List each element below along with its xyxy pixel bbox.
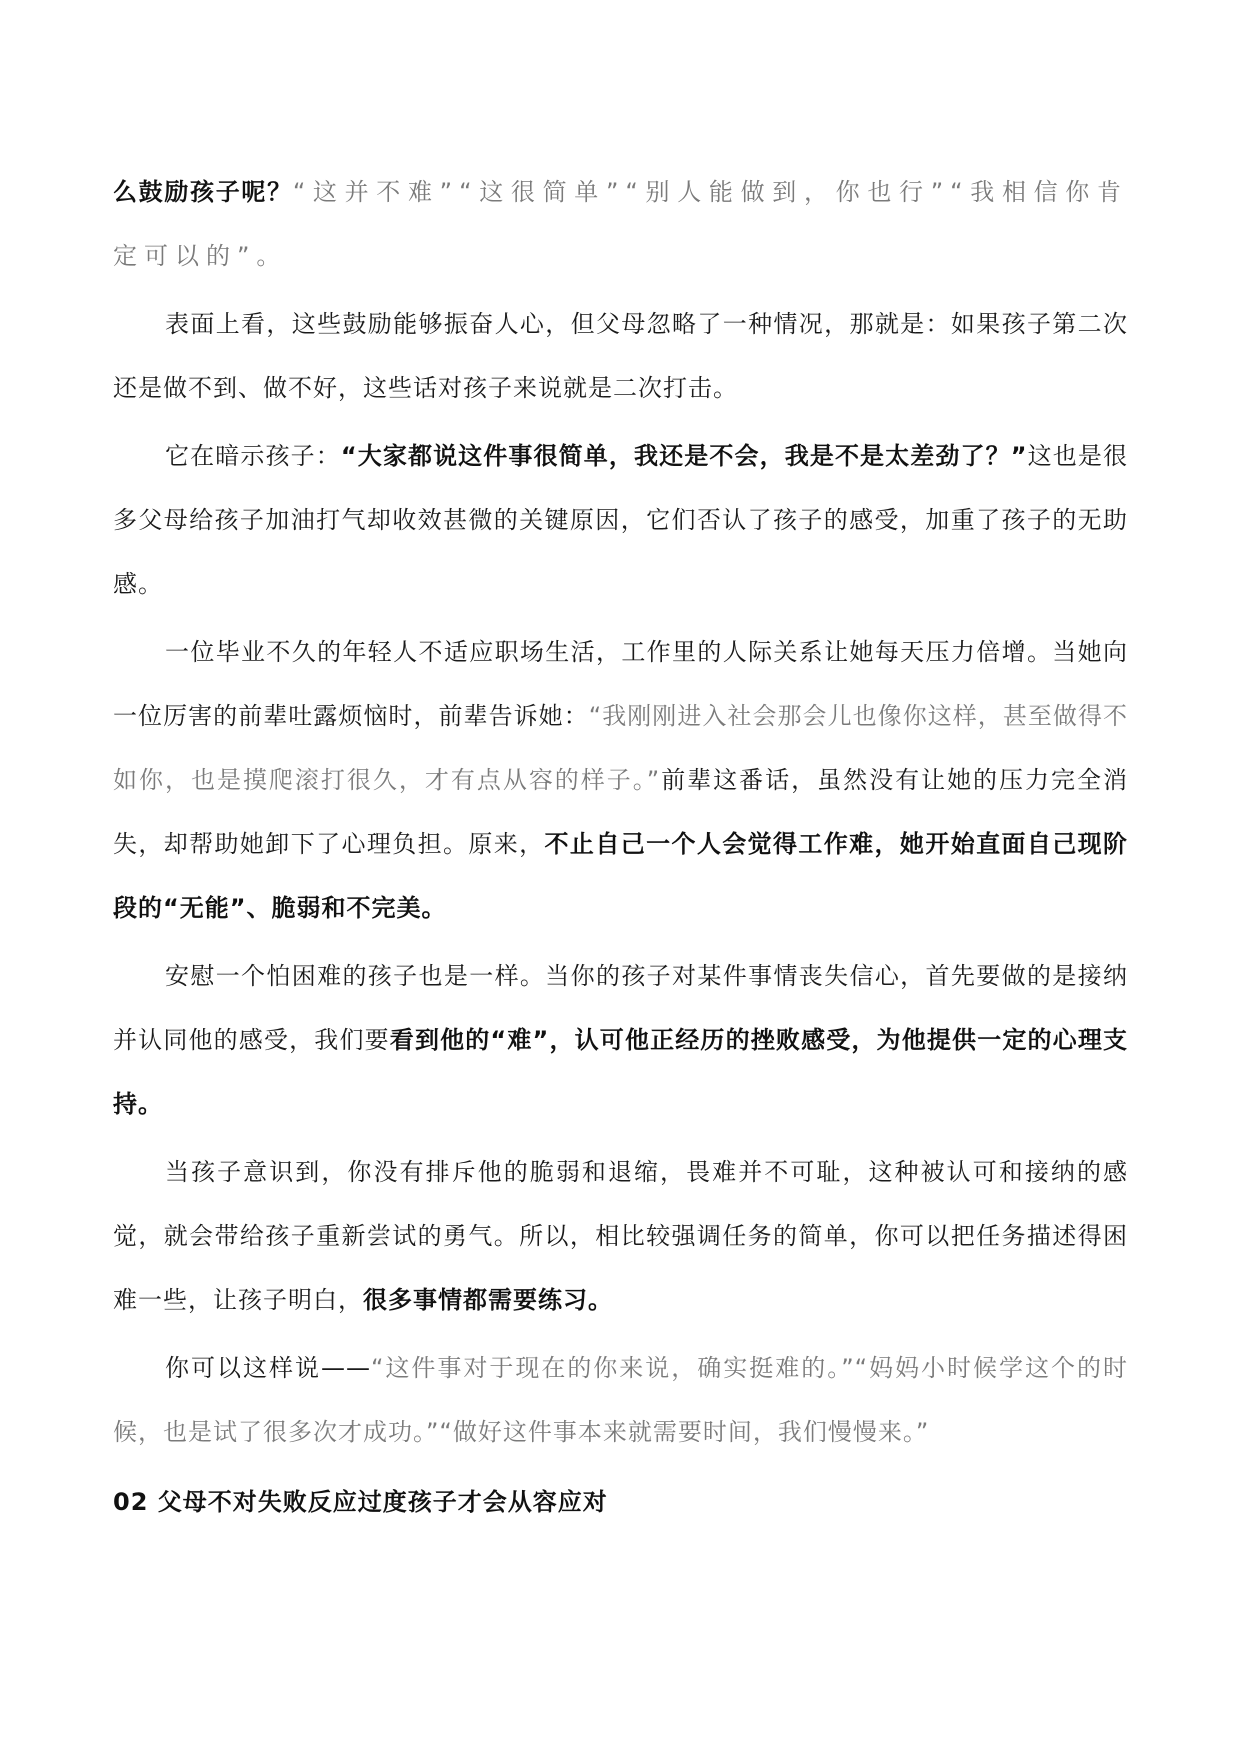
section-heading: 02 父母不对失败反应过度孩子才会从容应对 <box>113 1488 608 1516</box>
gray-quote: “我刚刚进入社会那会儿也像你这样，甚至做得不如你，也是摸爬滚打很久，才有点从容的样子。” <box>113 702 1129 794</box>
article-body <box>113 160 1128 1534</box>
text-run: 你可以这样说—— <box>165 1354 371 1382</box>
text-run: 前辈这番话，虽然没有让她的压力完全消失，却帮助她卸下了心理负担。原来， <box>113 766 1129 858</box>
gray-quote: “这件事对于现在的你来说，确实挺难的。”“妈妈小时候学这个的时候，也是试了很多次才成功。”“做好这件事本来就需要时间，我们慢慢来。” <box>113 1354 1128 1446</box>
paragraph-1 <box>113 160 1128 288</box>
quoted-examples: “这并不难”“这很简单”“别人能做到，你也行”“我相信你肯定可以的”。 <box>113 178 1128 270</box>
paragraph-4 <box>113 620 1128 940</box>
text-run: 当孩子意识到，你没有排斥他的脆弱和退缩，畏难并不可耻，这种被认可和接纳的感觉，就会带给孩子重新尝试的勇气。所以，相比较强调任务的简单，你可以把任务描述得困难一些，让孩子明白， <box>113 1158 1128 1314</box>
text-run: 安慰一个怕困难的孩子也是一样。当你的孩子对某件事情丧失信心，首先要做的是接纳并认同他的感受，我们要 <box>113 962 1128 1054</box>
paragraph-6 <box>113 1140 1128 1332</box>
text-run: 一位毕业不久的年轻人不适应职场生活，工作里的人际关系让她每天压力倍增。当她向一位厉害的前辈吐露烦恼时，前辈告诉她： <box>113 638 1128 730</box>
text-run: 么鼓励孩子呢？ <box>113 178 293 206</box>
paragraph-3 <box>113 424 1128 616</box>
bold-text: 很多事情都需要练习。 <box>363 1286 613 1314</box>
paragraph-5 <box>113 944 1128 1136</box>
paragraph-7 <box>113 1336 1128 1464</box>
bold-text: 看到他的“难”，认可他正经历的挫败感受，为他提供一定的心理支持。 <box>113 1026 1129 1118</box>
text-run: 这也是很多父母给孩子加油打气却收效甚微的关键原因，它们否认了孩子的感受，加重了孩子的无助感。 <box>113 442 1129 598</box>
bold-quote: “大家都说这件事很简单，我还是不会，我是不是太差劲了？” <box>340 442 1028 470</box>
paragraph-2 <box>113 292 1128 420</box>
text-run: 表面上看，这些鼓励能够振奋人心，但父母忽略了一种情况，那就是：如果孩子第二次还是做不到、做不好，这些话对孩子来说就是二次打击。 <box>113 310 1128 402</box>
bold-text: 不止自己一个人会觉得工作难，她开始直面自己现阶段的“无能”、脆弱和不完美。 <box>113 830 1129 922</box>
text-run: 它在暗示孩子： <box>165 442 341 470</box>
